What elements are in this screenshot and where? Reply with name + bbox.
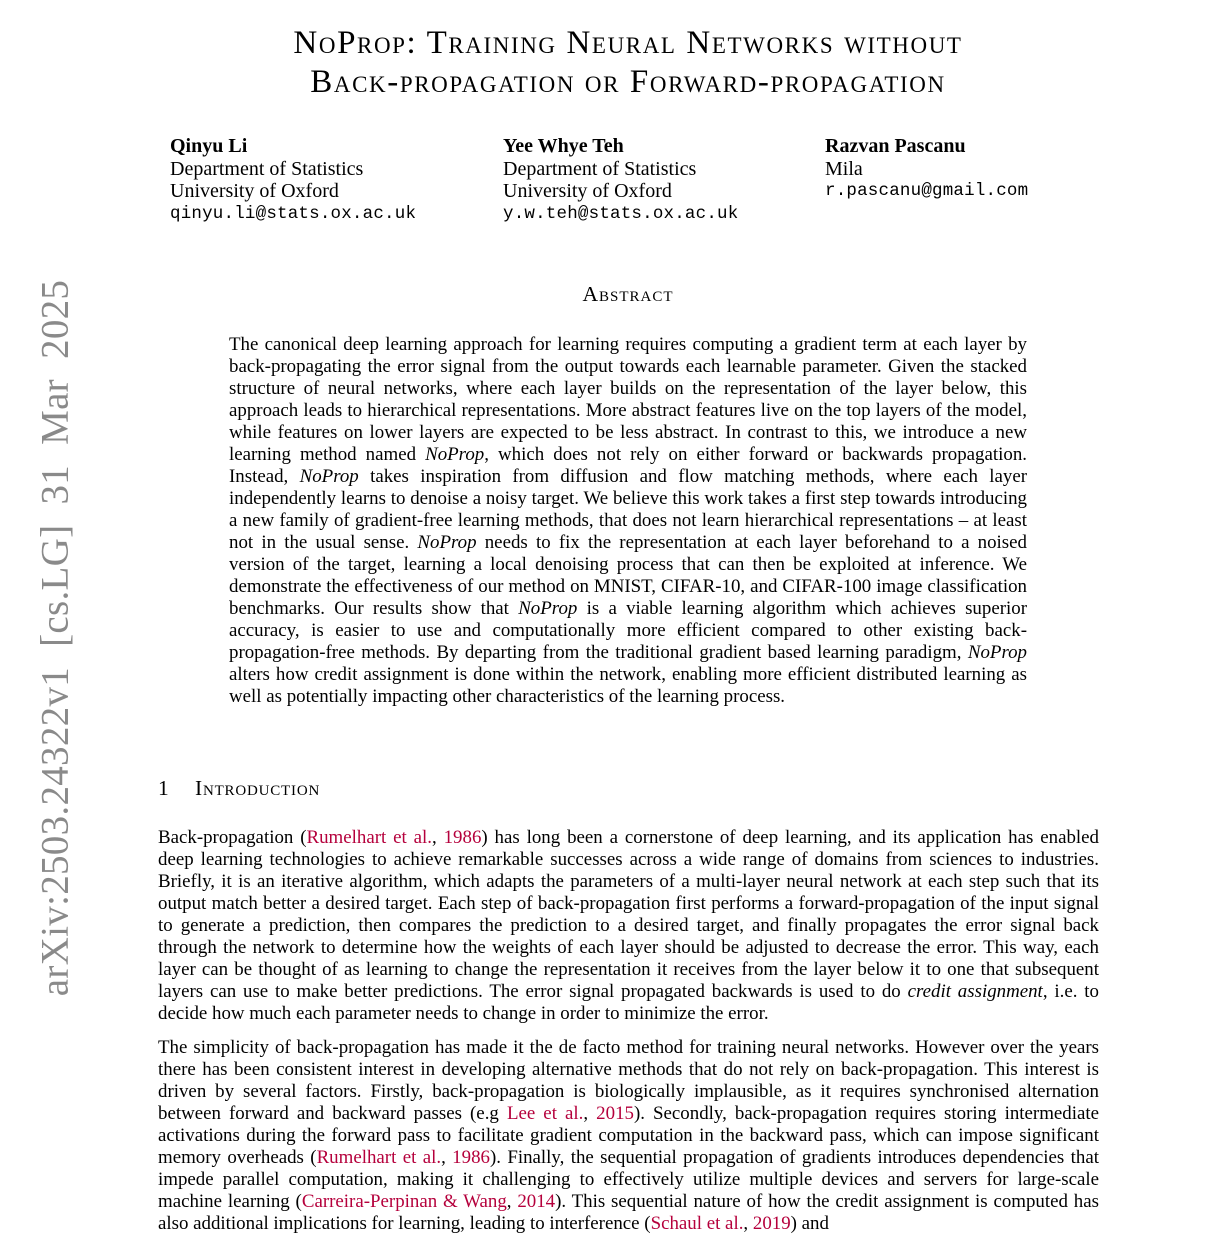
body-text-run: , i.e. to decide how much each parameter needs to change in order to minimize the error. [158, 981, 1099, 1024]
intro-paragraph-1 [158, 827, 1099, 1025]
body-text-run: ). This sequential nature of how the credit assignment is computed has also additional implications for learning, leading to interference ( [158, 1191, 1099, 1234]
intro-paragraph-2 [158, 1037, 1099, 1235]
abstract-text-run: needs to fix the representation at each layer beforehand to a noised version of the target, learning a local denoising process that can then be exploited at inference. We demonstrate the effectiveness of our method on MNIST, CIFAR-10, and CIFAR-100 image classification benchmarks. Our results show that [229, 532, 1027, 619]
citation-year-link[interactable]: 2019 [752, 1213, 791, 1234]
citation-year-link[interactable]: 1986 [452, 1147, 490, 1168]
body-text-run: Back-propagation ( [158, 827, 307, 848]
citation-link[interactable]: Lee et al. [506, 1103, 584, 1124]
section-title: Introduction [195, 776, 321, 800]
method-name: NoProp [518, 598, 578, 619]
abstract-text-run: takes inspiration from diffusion and flow matching methods, where each layer independently learns to denoise a noisy target. We believe this work takes a first step towards introducing a new family of gradient-free learning methods, that does not learn hierarchical representations – at least not in the usual sense. [229, 466, 1027, 553]
abstract-text [229, 334, 1027, 708]
body-text-run: ). Secondly, back-propagation requires storing intermediate activations during the forward pass to facilitate gradient computation in the backward pass, which can impose significant memory overheads ( [158, 1103, 1099, 1168]
author-email[interactable]: qinyu.li@stats.ox.ac.uk [170, 203, 417, 224]
author-name: Qinyu Li [170, 135, 248, 157]
author-name: Razvan Pascanu [825, 135, 966, 157]
arxiv-sidebar [0, 279, 110, 996]
method-name: NoProp [425, 444, 485, 465]
citation-link[interactable]: Rumelhart et al. [316, 1147, 442, 1168]
author-affiliation: University of Oxford [503, 180, 672, 202]
citation-year-link[interactable]: 1986 [443, 827, 482, 848]
method-name: NoProp [417, 532, 477, 553]
abstract-text-run: is a viable learning algorithm which achieves superior accuracy, is easier to use and computationally more efficient compared to other existing back-propagation-free methods. By departing from the traditional gradient based learning paradigm, [229, 598, 1027, 663]
arxiv-identifier: arXiv:2503.24322v1 [cs.LG] 31 Mar 2025 [33, 279, 77, 996]
abstract-text-run: , which does not rely on either forward or backwards propagation. Instead, [229, 444, 1027, 487]
emphasis-text: credit assignment [907, 981, 1043, 1002]
body-text-run: The simplicity of back-propagation has made it the de facto method for training neural networks. However over the years there has been consistent interest in developing alternative methods that do not rely on back-propagation. This interest is driven by several factors. Firstly, back-propagation is biologically implausible, as it requires synchronised alternation between forward and backward passes (e.g [158, 1037, 1099, 1124]
abstract-text-run: alters how credit assignment is done within the network, enabling more efficient distributed learning as well as potentially impacting other characteristics of the learning process. [229, 664, 1027, 707]
citation-separator: , [506, 1191, 518, 1212]
author-block [503, 135, 738, 225]
author-email[interactable]: y.w.teh@stats.ox.ac.uk [503, 203, 739, 224]
section-number: 1 [158, 776, 170, 800]
section-heading-introduction [158, 776, 320, 801]
paper-title-line-2: Back-propagation or Forward-propagation [310, 64, 946, 100]
author-department: Department of Statistics [170, 157, 364, 180]
author-email[interactable]: r.pascanu@gmail.com [825, 181, 1029, 201]
citation-separator: , [441, 1147, 453, 1168]
author-name: Yee Whye Teh [503, 135, 624, 157]
abstract-text-run: The canonical deep learning approach for learning requires computing a gradient term at each layer by back-propagating the error signal from the output towards each learnable parameter. Given the stacked structure of neural networks, where each layer builds on the representation of the layer below, this approach leads to hierarchical representations. More abstract features live on the top layers of the model, while features on lower layers are expected to be less abstract. In contrast to this, we introduce a new learning method named [229, 334, 1027, 465]
citation-separator: , [583, 1103, 597, 1124]
method-name: NoProp [299, 466, 359, 487]
citation-year-link[interactable]: 2015 [596, 1103, 634, 1124]
author-department: Department of Statistics [503, 157, 697, 180]
author-department: Mila [825, 157, 863, 180]
paper-title-line-1: NoProp: Training Neural Networks without [293, 25, 963, 61]
method-name: NoProp [967, 642, 1027, 663]
citation-separator: , [743, 1213, 753, 1234]
author-block [170, 135, 416, 225]
citation-link[interactable]: Carreira-Perpinan & Wang [301, 1191, 507, 1212]
citation-separator: , [432, 827, 444, 848]
author-affiliation: University of Oxford [170, 180, 339, 202]
body-text-run: ) has long been a cornerstone of deep learning, and its application has enabled deep learning technologies to achieve remarkable successes across a wide range of domains from sciences to industries. Briefly, it is an iterative algorithm, which adapts the parameters of a multi-layer neural network at each step such that its output match better a desired target. Each step of back-propagation first performs a forward-propagation of the input signal to generate a prediction, then compares the prediction to a desired target, and finally propagates the error signal back through the network to determine how the weights of each layer should be adjusted to decrease the error. This way, each layer can be thought of as learning to change the representation it receives from the layer below it to one that subsequent layers can use to make better predictions. The error signal propagated backwards is used to do [158, 827, 1099, 1002]
abstract-heading: Abstract [582, 282, 674, 306]
author-block [825, 135, 1028, 203]
body-text-run: ). Finally, the sequential propagation of gradients introduces dependencies that impede parallel computation, making it challenging to effectively utilize multiple devices and servers for large-scale machine learning ( [158, 1147, 1099, 1212]
citation-year-link[interactable]: 2014 [517, 1191, 556, 1212]
citation-link[interactable]: Rumelhart et al. [306, 827, 432, 848]
body-text-run: ) and [790, 1213, 829, 1234]
citation-link[interactable]: Schaul et al. [650, 1213, 744, 1234]
